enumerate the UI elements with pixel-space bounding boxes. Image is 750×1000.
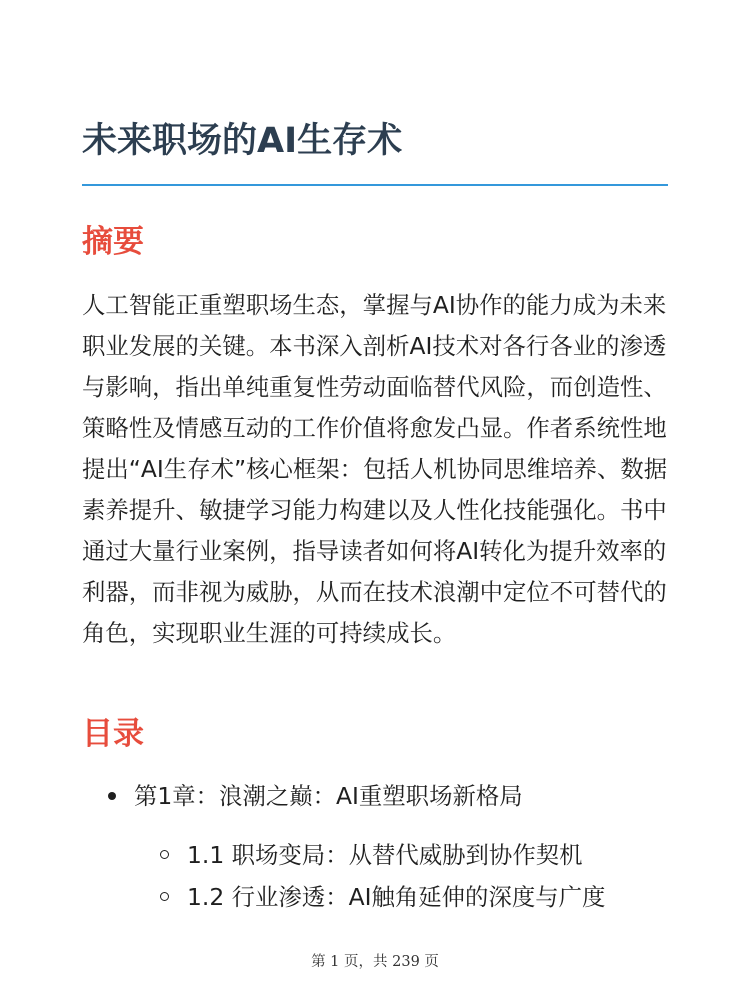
toc-item-label: 第1章：浪潮之巅：AI重塑职场新格局: [134, 782, 523, 810]
title-divider: [82, 184, 668, 186]
page-footer: 第 1 页，共 239 页: [311, 954, 439, 970]
toc-item-label: 1.2 行业渗透：AI触角延伸的深度与广度: [187, 883, 606, 911]
abstract-paragraph: 人工智能正重塑职场生态，掌握与AI协作的能力成为未来职业发展的关键。本书深入剖析AI技术对各行各业的渗透与影响，指出单纯重复性劳动面临替代风险，而创造性、策略性及情感互动的工作价值将愈发凸显。作者系统性地提出“AI生存术”核心框架：包括人机协同思维培养、数据素养提升、敏捷学习能力构建以及人性化技能强化。书中通过大量行业案例，指导读者如何将AI转化为提升效率的利器，而非视为威胁，从而在技术浪潮中定位不可替代的角色，实现职业生涯的可持续成长。: [82, 291, 668, 647]
bullet-circle-icon: [160, 850, 169, 859]
toc-item-label: 1.1 职场变局：从替代威胁到协作契机: [187, 841, 583, 869]
toc-heading: 目录: [82, 716, 144, 752]
bullet-circle-icon: [160, 892, 169, 901]
toc-item-chapter-1: [108, 779, 523, 813]
toc-item-section-1-2: [160, 880, 605, 914]
document-title: 未来职场的AI生存术: [82, 121, 403, 161]
bullet-disc-icon: [108, 792, 116, 800]
toc-item-section-1-1: [160, 838, 583, 872]
summary-heading: 摘要: [82, 224, 144, 260]
